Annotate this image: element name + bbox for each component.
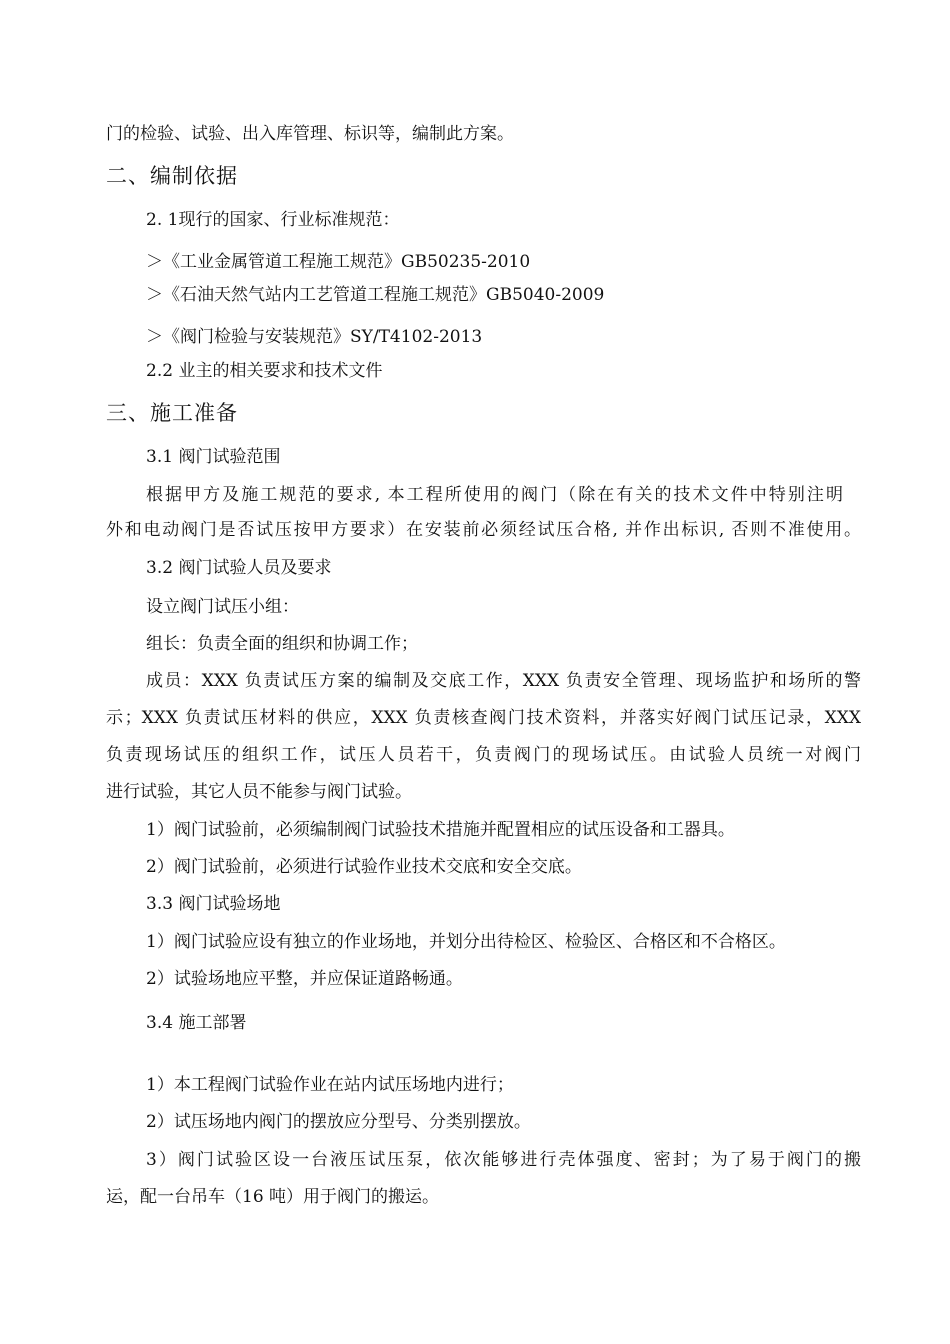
list-item-3-2-2: 2）阀门试验前，必须进行试验作业技术交底和安全交底。 [146,857,582,877]
list-item-3-4-3-line-2: 运，配一台吊车（16 吨）用于阀门的搬运。 [106,1187,440,1207]
list-item-3-4-1: 1）本工程阀门试验作业在站内试压场地内进行； [146,1075,514,1095]
paragraph-leader: 组长：负责全面的组织和协调工作； [146,634,418,654]
subsection-3-4-title: 3.4 施工部署 [146,1013,247,1033]
paragraph-3-1-line-1: 根据甲方及施工规范的要求, 本工程所使用的阀门（除在有关的技术文件中特别注明 [146,485,843,505]
paragraph-3-1-line-2: 外和电动阀门是否试压按甲方要求）在安装前必须经试压合格, 并作出标识, 否则不准使用。 [106,520,861,540]
reference-2: ＞《石油天然气站内工艺管道工程施工规范》GB5040-2009 [146,285,605,305]
paragraph-members-line-3: 负责现场试压的组织工作，试压人员若干，负责阀门的现场试压。由试验人员统一对阀门 [106,745,861,765]
paragraph-team: 设立阀门试压小组： [146,597,299,617]
paragraph-members-line-4: 进行试验，其它人员不能参与阀门试验。 [106,782,412,802]
list-item-3-4-3-line-1: 3）阀门试验区设一台液压试压泵，依次能够进行壳体强度、密封；为了易于阀门的搬 [146,1150,861,1170]
list-item-3-4-2: 2）试压场地内阀门的摆放应分型号、分类别摆放。 [146,1112,531,1132]
subsection-3-3-title: 3.3 阀门试验场地 [146,894,281,914]
paragraph-members-line-2: 示；XXX 负责试压材料的供应，XXX 负责核查阀门技术资料，并落实好阀门试压记录，XXX [106,708,861,728]
subsection-3-2-title: 3.2 阀门试验人员及要求 [146,558,332,578]
intro-tail-text: 门的检验、试验、出入库管理、标识等，编制此方案。 [106,124,514,144]
item-2-2: 2.2 业主的相关要求和技术文件 [146,361,383,381]
item-2-1: 2. 1现行的国家、行业标准规范： [146,210,400,230]
list-item-3-2-1: 1）阀门试验前，必须编制阀门试验技术措施并配置相应的试压设备和工器具。 [146,820,735,840]
reference-1: ＞《工业金属管道工程施工规范》GB50235-2010 [146,252,531,272]
list-item-3-3-1: 1）阀门试验应设有独立的作业场地，并划分出待检区、检验区、合格区和不合格区。 [146,932,786,952]
list-item-3-3-2: 2）试验场地应平整，并应保证道路畅通。 [146,969,463,989]
section-2-heading: 二、编制依据 [106,164,238,188]
reference-3: ＞《阀门检验与安装规范》SY/T4102-2013 [146,327,483,347]
paragraph-members-line-1: 成员：XXX 负责试压方案的编制及交底工作，XXX 负责安全管理、现场监护和场所的警 [146,671,861,691]
section-3-heading: 三、施工准备 [106,401,238,425]
subsection-3-1-title: 3.1 阀门试验范围 [146,447,281,467]
